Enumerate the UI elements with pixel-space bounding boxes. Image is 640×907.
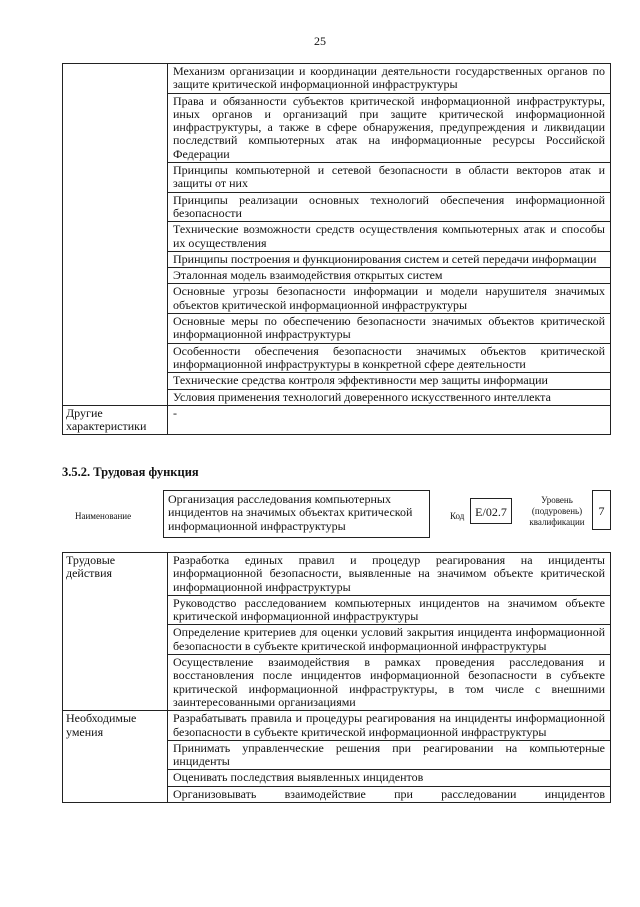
action-item: Осуществление взаимодействия в рамках проведения расследования и восстановления после инцидентов информационной безопасности в субъекте критической информационной инфраструктуры, в том числе с внешними заинтересованными организациями bbox=[168, 655, 611, 711]
actions-label: Трудовые действия bbox=[63, 553, 168, 711]
level-label: Уровень (подуровень) квалификации bbox=[529, 495, 585, 527]
name-label: Наименование bbox=[75, 511, 132, 521]
knowledge-item: Принципы реализации основных технологий обеспечения информационной безопасности bbox=[168, 192, 611, 222]
knowledge-item: Права и обязанности субъектов критической информационной инфраструктуры, иных органов и организаций при защите критической информационной инфраструктуры, а также в сфере обнаружения, предупреждения и ликвидации последствий компьютерных атак на информационные ресурсы Российской Федерации bbox=[168, 93, 611, 162]
skills-label: Необходимые умения bbox=[63, 711, 168, 803]
other-characteristics-value: - bbox=[168, 405, 611, 435]
function-code: E/02.7 bbox=[470, 498, 512, 524]
action-item: Разработка единых правил и процедур реагирования на инциденты информационной безопасности, выявленные на значимом объекте критической информационной инфраструктуры bbox=[168, 553, 611, 596]
knowledge-item: Особенности обеспечения безопасности значимых объектов критической информационной инфраструктуры в конкретной сфере деятельности bbox=[168, 343, 611, 373]
knowledge-item: Технические средства контроля эффективности мер защиты информации bbox=[168, 373, 611, 389]
function-details-table bbox=[62, 552, 611, 803]
other-characteristics-label: Другие характеристики bbox=[63, 405, 168, 435]
section-title: 3.5.2. Трудовая функция bbox=[62, 465, 199, 479]
knowledge-item: Принципы компьютерной и сетевой безопасности в области векторов атак и защиты от них bbox=[168, 163, 611, 193]
knowledge-item: Основные угрозы безопасности информации и модели нарушителя значимых объектов критической информационной инфраструктуры bbox=[168, 284, 611, 314]
skill-item: Принимать управленческие решения при реагировании на компьютерные инциденты bbox=[168, 740, 611, 770]
knowledge-item: Принципы построения и функционирования систем и сетей передачи информации bbox=[168, 251, 611, 267]
knowledge-item: Эталонная модель взаимодействия открытых систем bbox=[168, 268, 611, 284]
skill-item: Оценивать последствия выявленных инцидентов bbox=[168, 770, 611, 786]
knowledge-item: Условия применения технологий доверенного искусственного интеллекта bbox=[168, 389, 611, 405]
page-number: 25 bbox=[314, 34, 326, 48]
function-name: Организация расследования компьютерных инцидентов на значимых объектах критической информационной инфраструктуры bbox=[163, 490, 430, 538]
action-item: Руководство расследованием компьютерных инцидентов на значимом объекте критической информационной инфраструктуры bbox=[168, 595, 611, 625]
function-header bbox=[62, 490, 611, 542]
knowledge-item: Основные меры по обеспечению безопасности значимых объектов критической информационной инфраструктуры bbox=[168, 314, 611, 344]
qualification-level: 7 bbox=[592, 490, 611, 530]
knowledge-item: Технические возможности средств осуществления компьютерных атак и способы их осуществления bbox=[168, 222, 611, 252]
code-label: Код bbox=[450, 511, 465, 521]
knowledge-label-cell bbox=[63, 64, 168, 406]
skill-item: Организовывать взаимодействие при расследовании инцидентов bbox=[168, 786, 611, 802]
knowledge-item: Механизм организации и координации деятельности государственных органов по защите критической информационной инфраструктуры bbox=[168, 64, 611, 94]
action-item: Определение критериев для оценки условий закрытия инцидента информационной безопасности в субъекте критической информационной инфраструктуры bbox=[168, 625, 611, 655]
knowledge-table bbox=[62, 63, 611, 435]
skill-item: Разрабатывать правила и процедуры реагирования на инциденты информационной безопасности в субъекте критической информационной инфраструктуры bbox=[168, 711, 611, 741]
